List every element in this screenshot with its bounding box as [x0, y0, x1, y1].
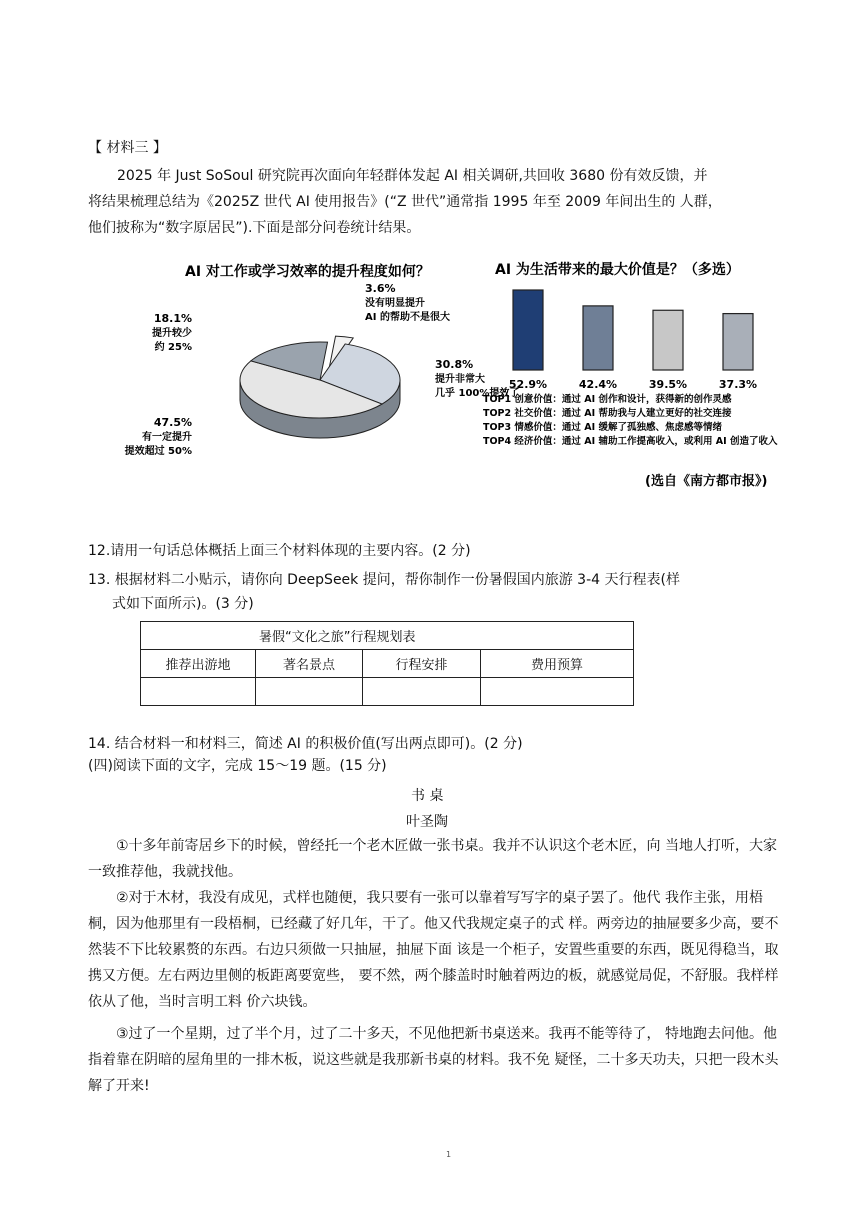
pie-label-text: 有一定提升 [142, 432, 192, 443]
table-header: 行程安排 [363, 650, 481, 678]
pie-label-text: 几乎 100%提效了 [435, 388, 520, 399]
bar-value-label: 37.3% [718, 378, 758, 391]
pie-label-percent: 47.5% [153, 416, 192, 429]
legend-entry: TOP3 情感价值：通过 AI 缓解了孤独感、焦虑感等情绪 [483, 422, 722, 433]
table-cell [141, 678, 256, 706]
bar-title: AI 为生活带来的最大价值是？（多选） [495, 262, 740, 278]
table-cell [481, 678, 634, 706]
bar [653, 310, 683, 370]
bar [723, 314, 753, 370]
pie-label-percent: 30.8% [435, 358, 474, 371]
bar-value-label: 52.9% [508, 378, 548, 391]
intro-line-2: 将结果梳理总结为《2025Z 世代 AI 使用报告》(“Z 世代”通常指 1995 年至 2009 年间出生的 人群， [88, 194, 722, 210]
table-header: 著名景点 [256, 650, 363, 678]
pie-label-text: 提升较少 [152, 328, 192, 339]
bar [583, 306, 613, 370]
section-heading: 【 材料三 】 [88, 140, 167, 156]
table-header: 推荐出游地 [141, 650, 256, 678]
page-number: 1 [446, 1150, 452, 1159]
pie-label-percent: 18.1% [153, 312, 192, 325]
legend-entry: TOP2 社交价值：通过 AI 帮助我与人建立更好的社交连接 [483, 408, 732, 419]
intro-line-1: 2025 年 Just SoSoul 研究院再次面向年轻群体发起 AI 相关调研,共回收 3680 份有效反馈，并 [117, 168, 708, 184]
source-note: (选自《南方都市报》) [645, 474, 768, 489]
essay-paragraph-1: ①十多年前寄居乡下的时候，曾经托一个老木匠做一张书桌。我并不认识这个老木匠，向 当地人打听，大家一致推荐他，我就找他。 [88, 838, 777, 880]
table-header: 费用预算 [481, 650, 634, 678]
table-title: 暑假“文化之旅”行程规划表 [141, 622, 634, 650]
pie-label-text: AI 的帮助不是很大 [365, 312, 450, 323]
bar [513, 290, 543, 370]
legend-entry: TOP1 创意价值：通过 AI 创作和设计，获得新的创作灵感 [483, 394, 732, 405]
table-cell [363, 678, 481, 706]
table-cell [256, 678, 363, 706]
question-14: 14. 结合材料一和材料三，简述 AI 的积极价值(写出两点即可)。(2 分) [88, 736, 523, 752]
bar-legend [483, 393, 778, 447]
question-13-line-1: 13. 根据材料二小贴示，请你向 DeepSeek 提问，帮你制作一份暑假国内旅游 3-4 天行程表(样 [88, 572, 680, 588]
question-12: 12.请用一句话总体概括上面三个材料体现的主要内容。(2 分) [88, 543, 471, 559]
pie-label-text: 提升非常大 [435, 374, 485, 385]
pie-chart [125, 282, 520, 457]
pie-label-text: 提效超过 50% [124, 446, 192, 457]
bar-value-label: 42.4% [578, 378, 618, 391]
essay-paragraph-3: ③过了一个星期，过了半个月，过了二十多天，不见他把新书桌送来。我再不能等待了， 特地跑去问他。他指着靠在阴暗的屋角里的一排木板，说这些就是我那新书桌的材料。我不免 疑怪，二十多天功夫，只把一段木头解了开来! [88, 1026, 779, 1094]
essay-title: 书 桌 [411, 788, 444, 804]
bar-chart [509, 290, 757, 391]
essay-paragraph-2: ②对于木材，我没有成见，式样也随便，我只要有一张可以靠着写写字的桌子罢了。他代 我作主张，用梧桐，因为他那里有一段梧桐，已经藏了好几年，干了。他又代我规定桌子的式 样。两旁边的抽屉要多少高，要不然装不下比较累赘的东西。右边只须做一只抽屉，抽屉下面 该是一个柜子，安置些重要的东西，既见得稳当，取携又方便。左右两边里侧的板距离要宽些， 要不然，两个膝盖时时触着两边的板，就感觉局促，不舒服。我样样依从了他，当时言明工料 价六块钱。 [88, 890, 779, 1010]
pie-title: AI 对工作或学习效率的提升程度如何？ [185, 264, 430, 280]
essay-author: 叶圣陶 [406, 814, 448, 830]
legend-entry: TOP4 经济价值：通过 AI 辅助工作提高收入，或利用 AI 创造了收入 [483, 436, 778, 447]
survey-figure [115, 252, 815, 492]
question-13-line-2: 式如下面所示)。(3 分) [112, 596, 254, 612]
pie-label-text: 约 25% [154, 342, 192, 353]
section-four-heading: (四)阅读下面的文字，完成 15～19 题。(15 分) [88, 758, 387, 774]
itinerary-table [140, 621, 634, 706]
pie-label-text: 没有明显提升 [365, 298, 425, 309]
bar-value-label: 39.5% [648, 378, 688, 391]
intro-line-3: 他们披称为“数字原居民”).下面是部分问卷统计结果。 [88, 220, 421, 236]
pie-label-percent: 3.6% [365, 282, 396, 295]
